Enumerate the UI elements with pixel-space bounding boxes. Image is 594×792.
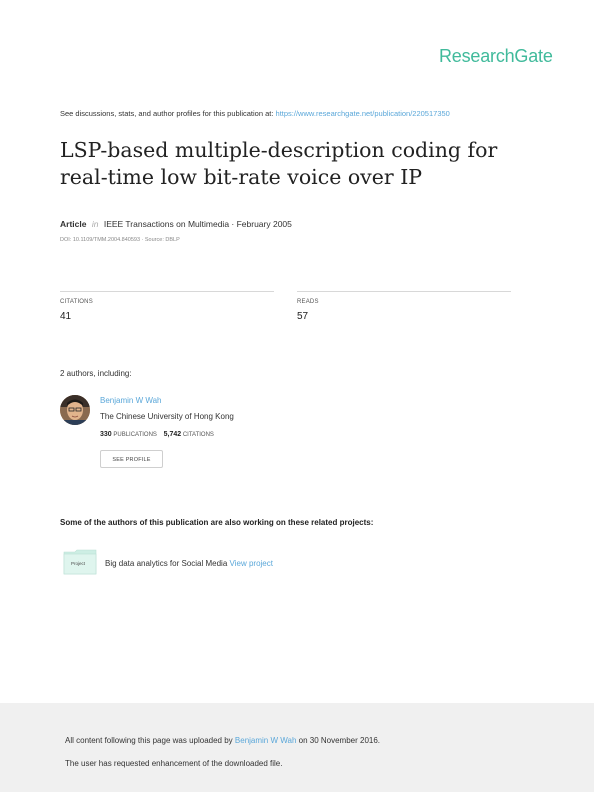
article-type: Article (60, 219, 87, 229)
project-icon-label: Project (71, 561, 86, 566)
author-stats (100, 431, 214, 438)
project-item (105, 559, 273, 568)
enhancement-notice: The user has requested enhancement of the downloaded file. (65, 759, 283, 768)
upload-prefix: All content following this page was uploaded by (65, 736, 233, 745)
discussion-line (60, 109, 450, 118)
uploader-link[interactable]: Benjamin W Wah (234, 736, 297, 745)
doi-source: DOI: 10.1109/TMM.2004.840593 · Source: DBLP (60, 237, 180, 243)
discussion-prefix: See discussions, stats, and author profiles for this publication at: (60, 109, 274, 118)
author-citations-label: CITATIONS (182, 432, 214, 438)
publication-url-link[interactable]: https://www.researchgate.net/publication/220517350 (275, 109, 450, 118)
reads-value: 57 (297, 311, 309, 322)
reads-label: READS (297, 299, 319, 305)
projects-heading: Some of the authors of this publication are also working on these related projects: (60, 518, 374, 527)
publication-info (60, 219, 292, 229)
author-name-link[interactable]: Benjamin W Wah (100, 396, 162, 405)
citations-value: 41 (60, 311, 72, 322)
project-name: Big data analytics for Social Media (105, 559, 228, 568)
upload-notice (65, 736, 380, 745)
see-profile-button[interactable]: SEE PROFILE (100, 450, 163, 468)
venue-date: IEEE Transactions on Multimedia · February 2005 (103, 219, 292, 229)
authors-heading: 2 authors, including: (60, 369, 132, 378)
author-citations-count: 5,742 (163, 431, 182, 438)
researchgate-logo[interactable]: ResearchGate (439, 46, 553, 66)
citations-label: CITATIONS (60, 299, 93, 305)
avatar[interactable] (60, 395, 90, 425)
in-word: in (91, 219, 99, 229)
upload-suffix: on 30 November 2016. (298, 736, 381, 745)
author-publications-label: PUBLICATIONS (113, 432, 157, 438)
reads-stat (297, 291, 511, 322)
author-publications-count: 330 (100, 431, 112, 438)
view-project-link[interactable]: View project (229, 559, 273, 568)
footer (0, 703, 594, 792)
article-title: LSP-based multiple-description coding for real-time low bit-rate voice over IP (60, 138, 498, 189)
project-icon[interactable] (63, 549, 97, 575)
author-institution: The Chinese University of Hong Kong (100, 412, 234, 421)
citations-stat (60, 291, 274, 322)
